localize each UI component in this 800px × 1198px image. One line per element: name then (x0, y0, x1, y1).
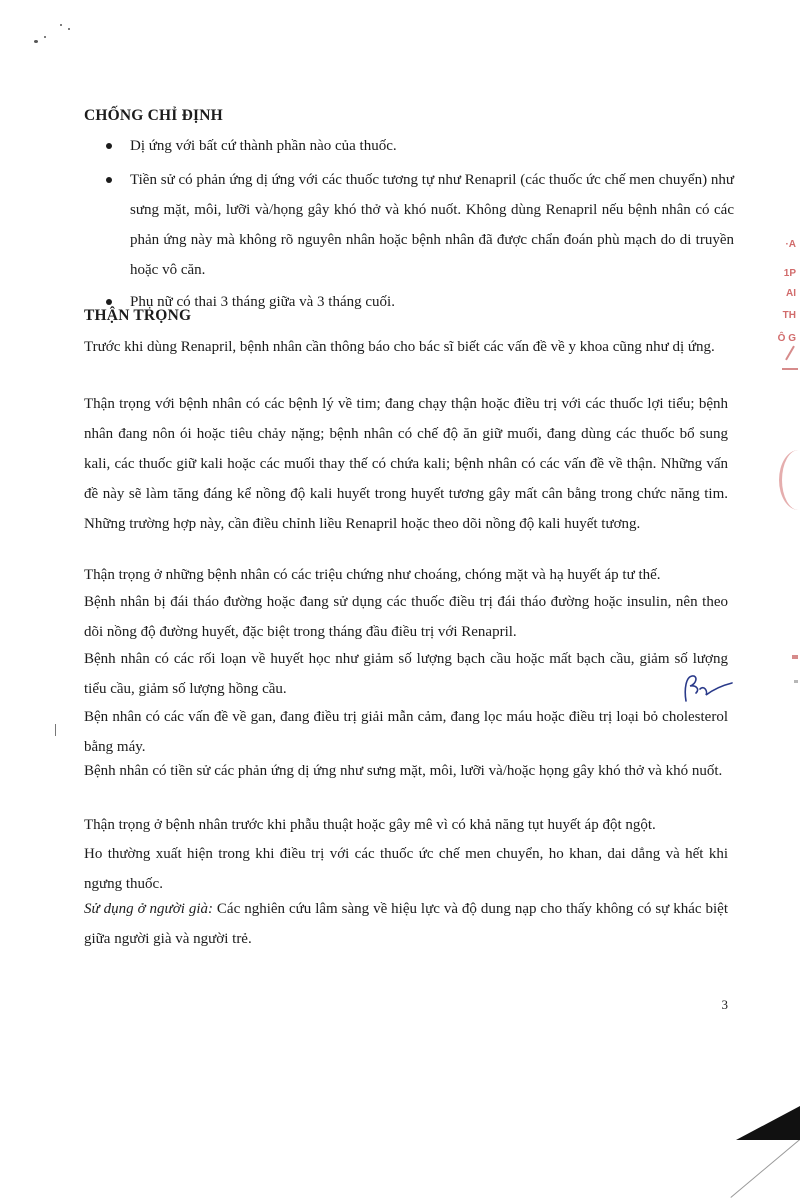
paragraph: Bệnh nhân có các rối loạn về huyết học như giảm số lượng bạch cầu hoặc mất bạch cầu, giảm số lượng tiểu cầu, giảm số lượng hồng cầu. (84, 651, 728, 697)
elderly-text: Các nghiên cứu lâm sàng về hiệu lực và độ dung nạp cho thấy không có sự khác biệt giữa người già và người trẻ. (84, 901, 729, 947)
paragraph-elderly (84, 894, 728, 954)
signature-icon (678, 671, 738, 707)
scan-speck (44, 36, 46, 38)
list-item (84, 131, 734, 161)
list-item-text: Dị ứng với bất cứ thành phần nào của thuốc. (130, 138, 397, 154)
stamp-fragment: AI (786, 288, 796, 299)
elderly-label: Sử dụng ở người già: (84, 901, 213, 917)
stamp-mark (782, 368, 798, 370)
list-item-text: Tiền sử có phản ứng dị ứng với các thuốc tương tự như Renapril (các thuốc ức chế men chuyển) như sưng mặt, môi, lưỡi và/họng gây khó thở và khó nuốt. Không dùng Renapril nếu bệnh nhân có các phản ứng này mà không rõ nguyên nhân hoặc bệnh nhân đã được chẩn đoán phù mạch do di truyền hoặc vô căn. (130, 172, 734, 278)
stamp-fragment: TH (782, 310, 796, 321)
paragraph: Bệnh nhân bị đái tháo đường hoặc đang sử dụng các thuốc điều trị đái tháo đường hoặc insulin, nên theo dõi nồng độ đường huyết, đặc biệt trong tháng đầu điều trị với Renapril. (84, 594, 728, 640)
scan-mark (730, 1139, 800, 1198)
scan-speck (60, 24, 62, 26)
paragraph: Bện nhân có các vấn đề về gan, đang điều trị giải mẫn cảm, đang lọc máu hoặc điều trị loại bỏ cholesterol bằng máy. (84, 709, 728, 755)
list-item-text: Phụ nữ có thai 3 tháng giữa và 3 tháng cuối. (130, 294, 395, 310)
paragraph: Bệnh nhân có tiền sử các phản ứng dị ứng như sưng mặt, môi, lưỡi và/hoặc họng gây khó thở và khó nuốt. (84, 763, 723, 779)
stamp-fragment: Ô G (777, 333, 796, 344)
stamp-fragment: 1P (783, 268, 796, 279)
stamp-mark (785, 346, 795, 361)
page-number: 3 (721, 997, 728, 1012)
scan-speck (34, 40, 38, 43)
bullet-icon (106, 177, 112, 183)
bullet-icon (106, 299, 112, 305)
stamp-mark (779, 450, 800, 510)
paragraph: Trước khi dùng Renapril, bệnh nhân cần thông báo cho bác sĩ biết các vấn đề về y khoa cũng như dị ứng. (84, 339, 715, 355)
contraindications-list (84, 131, 734, 317)
paragraph: Thận trọng ở bệnh nhân trước khi phẫu thuật hoặc gây mê vì có khả năng tụt huyết áp đột ngột. (84, 817, 656, 833)
paragraph: Thận trọng ở những bệnh nhân có các triệu chứng như choáng, chóng mặt và hạ huyết áp tư thế. (84, 567, 661, 583)
page-corner-shadow (736, 1106, 800, 1140)
list-item (84, 165, 734, 285)
stamp-mark (792, 655, 798, 659)
bullet-icon (106, 143, 112, 149)
scan-mark (55, 724, 56, 736)
stamp-fragment: ·A (785, 239, 796, 250)
paragraph: Ho thường xuất hiện trong khi điều trị với các thuốc ức chế men chuyển, ho khan, dai dẳng và hết khi ngưng thuốc. (84, 846, 728, 892)
stamp-mark (794, 680, 798, 683)
section-heading-contraindications: CHỐNG CHỈ ĐỊNH (84, 107, 223, 124)
paragraph: Thận trọng với bệnh nhân có các bệnh lý về tim; đang chạy thận hoặc điều trị với các thuốc lợi tiểu; bệnh nhân đang nôn ói hoặc tiêu chảy nặng; bệnh nhân có chế độ ăn giữ muối, đang dùng các thuốc bổ sung kali, các thuốc giữ kali hoặc các muối thay thế có chứa kali; bệnh nhân có các vấn đề về thận. Những vấn đề này sẽ làm tăng đáng kể nồng độ kali huyết trong huyết tương gây mất cân bằng trong chức năng tim. Những trường hợp này, cần điều chỉnh liều Renapril hoặc theo dõi nồng độ kali huyết tương. (84, 396, 728, 532)
scan-speck (68, 28, 70, 30)
section-heading-precautions: THẬN TRỌNG (84, 307, 192, 324)
